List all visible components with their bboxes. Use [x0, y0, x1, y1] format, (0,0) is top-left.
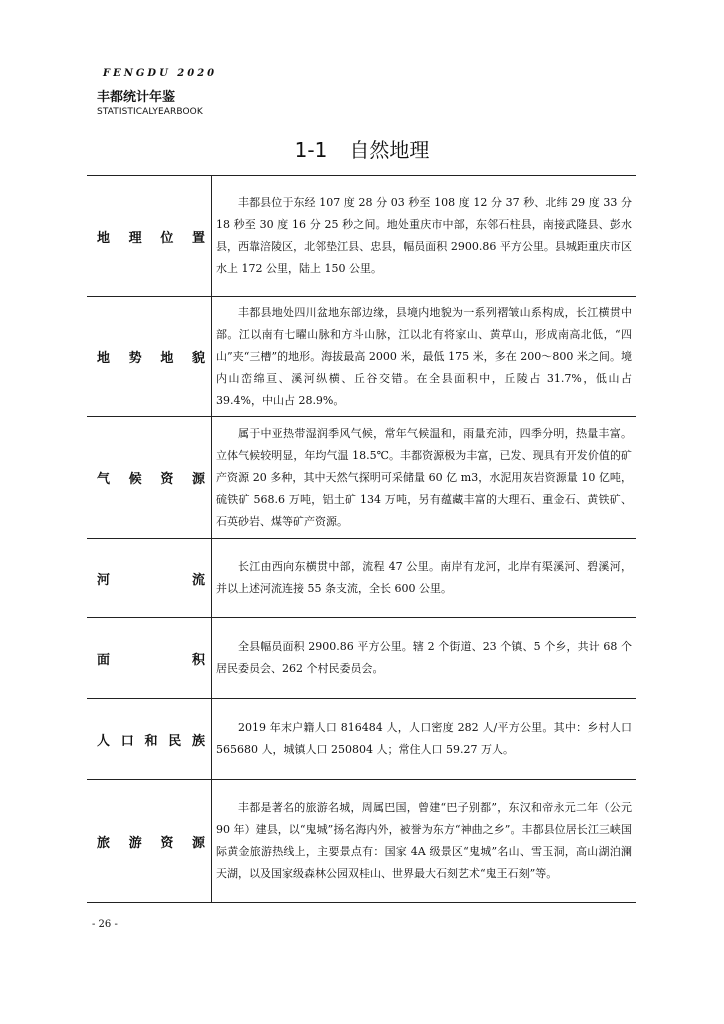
row-content [212, 539, 637, 618]
table-row [87, 176, 636, 297]
table-row [87, 417, 636, 539]
label-char: 面 [97, 652, 111, 668]
row-label-text [97, 227, 205, 246]
row-label-text [97, 468, 205, 487]
section-title: 自然地理 [349, 138, 430, 162]
row-content-text: 丰都县位于东经 107 度 28 分 03 秒至 108 度 12 分 37 秒、北纬 29 度 33 分 18 秒至 30 度 16 分 25 秒之间。地处重庆市中部，东邻石柱县，南接武隆县、彭水县，西靠涪陵区，北邻垫江县、忠县，幅员面积 2900.86 平方公里。县城距重庆市区水上 172 公里，陆上 150 公里。 [216, 196, 632, 275]
label-char: 源 [191, 835, 205, 851]
row-label-text [97, 832, 205, 851]
row-content [212, 417, 637, 539]
label-char: 地 [97, 230, 111, 246]
label-char: 流 [191, 572, 205, 588]
row-label [87, 539, 212, 618]
row-label-text [97, 347, 205, 366]
label-char: 资 [160, 835, 174, 851]
row-label-text [97, 649, 205, 668]
table-row [87, 618, 636, 699]
natural-geography-table [87, 175, 636, 903]
row-content [212, 176, 637, 297]
label-char: 河 [97, 572, 111, 588]
row-label [87, 417, 212, 539]
row-label [87, 780, 212, 903]
row-content [212, 780, 637, 903]
label-char: 积 [191, 652, 205, 668]
row-content-text: 丰都县地处四川盆地东部边缘，县境内地貌为一系列褶皱山系构成，长江横贯中部。江以南有七曜山脉和方斗山脉，江以北有将家山、黄草山，形成南高北低，“四山”夹“三槽”的地形。海拔最高 2000 米，最低 175 米，多在 200～800 米之间。境内山峦绵亘、溪河纵横、丘谷交错。在全县面积中，丘陵占 31.7%，低山占 39.4%，中山占 28.9%。 [216, 305, 632, 407]
table-row [87, 780, 636, 903]
row-label-text [97, 730, 205, 749]
label-char: 资 [160, 472, 174, 487]
header-brand: FENGDU 2020 [103, 68, 218, 79]
label-char: 理 [128, 230, 142, 246]
label-char: 游 [128, 835, 142, 851]
label-char: 气 [97, 472, 111, 487]
label-char: 民 [168, 733, 182, 749]
label-char: 口 [120, 733, 134, 749]
yearbook-header [97, 68, 217, 117]
label-char: 貌 [191, 351, 205, 366]
label-char: 地 [97, 351, 111, 366]
row-content [212, 618, 637, 699]
row-content-text: 全县幅员面积 2900.86 平方公里。辖 2 个街道、23 个镇、5 个乡，共计 68 个居民委员会、262 个村民委员会。 [216, 640, 632, 675]
row-content-text: 属于中亚热带湿润季风气候，常年气候温和，雨量充沛，四季分明，热量丰富。立体气候较明显，年均气温 18.5℃。丰都资源极为丰富，已发、现具有开发价值的矿产资源 20 多种，其中天然气探明可采储量 60 亿 m3，水泥用灰岩资源量 10 亿吨，硫铁矿 568.6 万吨，铝土矿 134 万吨，另有蕴藏丰富的大理石、重金石、黄铁矿、石英砂岩、煤等矿产资源。 [216, 426, 632, 528]
row-content-text: 丰都是著名的旅游名城，周属巴国，曾建“巴子别都”，东汉和帝永元二年（公元 90 年）建县，以“鬼城”扬名海内外，被誉为东方“神曲之乡”。丰都县位居长江三峡国际黄金旅游热线上，主要景点有：国家 4A 级景区“鬼城”名山、雪玉洞，高山湖泊澜天湖，以及国家级森林公园双桂山、世界最大石刻艺术“鬼王石刻”等。 [216, 801, 632, 880]
label-char: 位 [160, 230, 174, 246]
label-char: 置 [191, 230, 205, 246]
row-label-text [97, 569, 205, 588]
row-label [87, 297, 212, 417]
page-title [0, 134, 724, 163]
row-label [87, 618, 212, 699]
page-number: - 26 - [92, 919, 118, 930]
row-label [87, 176, 212, 297]
label-char: 源 [191, 472, 205, 487]
section-number: 1-1 [294, 138, 328, 162]
header-subtitle: STATISTICALYEARBOOK [97, 107, 203, 117]
table-row [87, 539, 636, 618]
label-char: 族 [191, 733, 205, 749]
label-char: 旅 [97, 835, 111, 851]
header-title: 丰都统计年鉴 [97, 90, 176, 105]
row-content [212, 297, 637, 417]
label-char: 候 [128, 472, 142, 487]
row-content [212, 699, 637, 780]
row-content-text: 2019 年末户籍人口 816484 人，人口密度 282 人/平方公里。其中：乡村人口 565680 人，城镇人口 250804 人；常住人口 59.27 万人。 [216, 721, 632, 756]
table-row [87, 699, 636, 780]
label-char: 和 [144, 733, 158, 749]
row-label [87, 699, 212, 780]
label-char: 地 [160, 351, 174, 366]
row-content-text: 长江由西向东横贯中部，流程 47 公里。南岸有龙河，北岸有渠溪河、碧溪河，并以上述河流连接 55 条支流，全长 600 公里。 [216, 560, 632, 595]
label-char: 势 [128, 351, 142, 366]
label-char: 人 [97, 733, 111, 749]
table-row [87, 297, 636, 417]
